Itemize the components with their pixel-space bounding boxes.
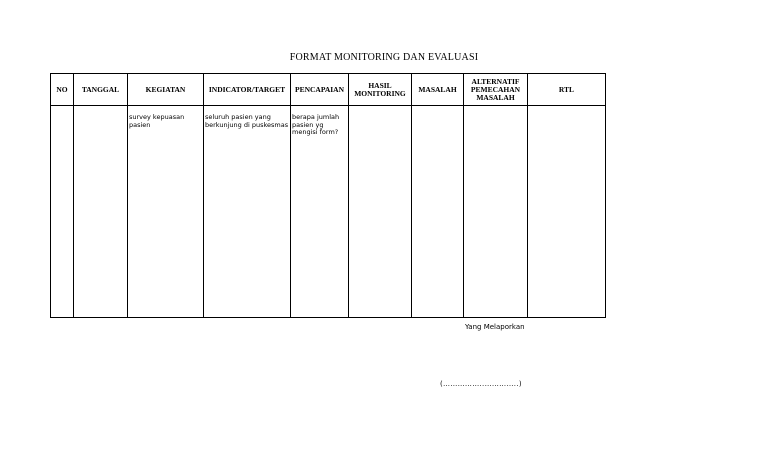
cell-rtl xyxy=(528,106,606,318)
header-no: NO xyxy=(51,74,74,106)
header-kegiatan: KEGIATAN xyxy=(128,74,204,106)
header-tanggal: TANGGAL xyxy=(74,74,128,106)
document-title: FORMAT MONITORING DAN EVALUASI xyxy=(289,52,479,63)
header-rtl: RTL xyxy=(528,74,606,106)
monitoring-table xyxy=(50,73,606,318)
header-masalah: MASALAH xyxy=(412,74,464,106)
cell-indicator-target: seluruh pasien yang berkunjung di puskesmas xyxy=(204,106,291,318)
cell-no xyxy=(51,106,74,318)
cell-tanggal xyxy=(74,106,128,318)
cell-kegiatan: survey kepuasan pasien xyxy=(128,106,204,318)
cell-alternatif-pemecahan-masalah xyxy=(464,106,528,318)
header-pencapaian: PENCAPAIAN xyxy=(291,74,349,106)
table-header-row xyxy=(51,74,606,106)
header-alternatif-pemecahan-masalah: ALTERNATIF PEMECAHAN MASALAH xyxy=(464,74,528,106)
cell-hasil-monitoring xyxy=(349,106,412,318)
signature-placeholder: (……………..…………..) xyxy=(440,380,522,388)
reporter-label: Yang Melaporkan xyxy=(465,323,525,331)
cell-pencapaian: berapa jumlah pasien yg mengisi form? xyxy=(291,106,349,318)
cell-masalah xyxy=(412,106,464,318)
header-indicator-target: INDICATOR/TARGET xyxy=(204,74,291,106)
header-hasil-monitoring: HASIL MONITORING xyxy=(349,74,412,106)
table-row xyxy=(51,106,606,318)
